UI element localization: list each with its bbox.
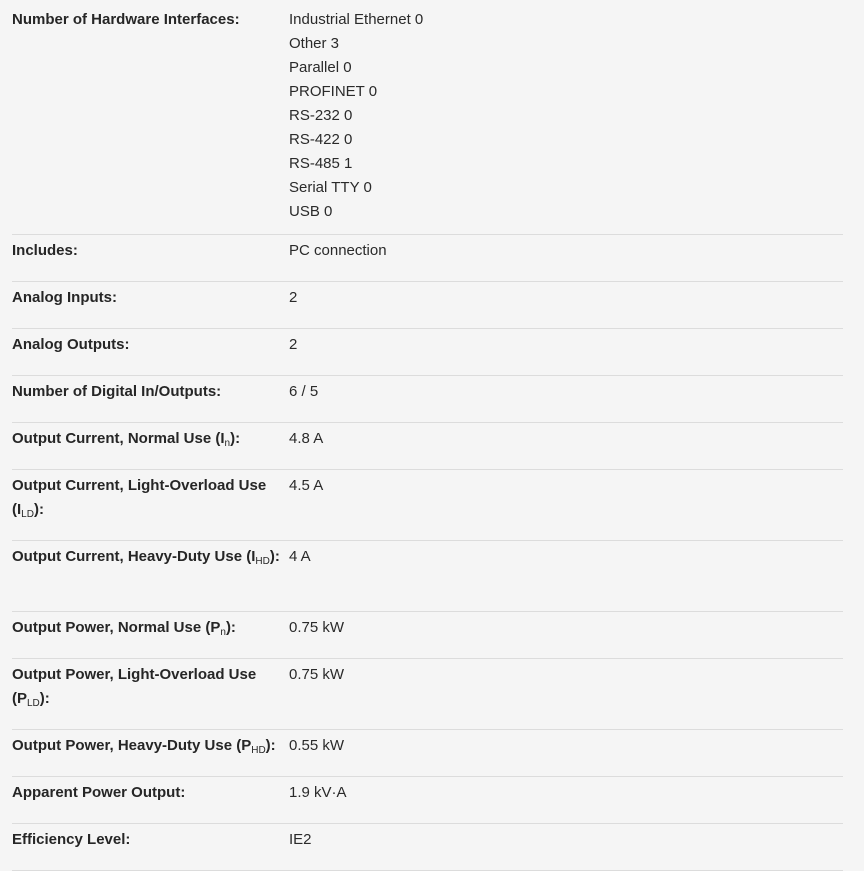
spec-value: PC connection	[289, 242, 387, 259]
spec-table	[12, 0, 843, 871]
label-text: Output Power, Heavy-Duty Use (P	[12, 737, 252, 754]
spec-value: 2	[289, 289, 298, 306]
spec-label: Apparent Power Output:	[12, 784, 186, 801]
spec-value: 0.75 kW	[289, 619, 345, 636]
spec-row-output-power-heavy	[12, 730, 843, 777]
label-subscript: n	[220, 627, 226, 638]
spec-label	[12, 545, 289, 574]
label-subscript: n	[224, 438, 231, 449]
label-suffix: ):	[33, 501, 44, 518]
interface-count-item: RS-232 0	[289, 107, 353, 124]
spec-row-output-current-light	[12, 470, 843, 541]
interface-count-item: Other 3	[289, 35, 340, 52]
spec-value: 0.55 kW	[289, 737, 345, 754]
spec-row-efficiency	[12, 824, 843, 871]
spec-row-apparent-power	[12, 777, 843, 824]
spec-row-analog-outputs	[12, 329, 843, 376]
spec-value: 4.5 A	[289, 477, 324, 494]
spec-value: 6 / 5	[289, 383, 319, 400]
spec-value: 4 A	[289, 548, 311, 565]
label-suffix: ):	[265, 737, 276, 754]
spec-label: Includes:	[12, 242, 78, 259]
spec-row-includes	[12, 235, 843, 282]
label-suffix: ):	[269, 548, 280, 565]
label-text: Output Power, Normal Use (P	[12, 619, 221, 636]
label-suffix: ):	[39, 690, 50, 707]
spec-value: 0.75 kW	[289, 666, 345, 683]
label-suffix: ):	[225, 619, 236, 636]
interface-count-item: Industrial Ethernet 0	[289, 11, 424, 28]
label-subscript: HD	[255, 556, 270, 567]
spec-value: 2	[289, 336, 298, 353]
interface-count-item: RS-422 0	[289, 131, 353, 148]
label-subscript: HD	[251, 745, 266, 756]
spec-row-output-current-heavy	[12, 541, 843, 612]
spec-label	[12, 427, 289, 456]
spec-label: Analog Outputs:	[12, 336, 130, 353]
interface-count-item: RS-485 1	[289, 155, 353, 172]
spec-row-analog-inputs	[12, 282, 843, 329]
interface-count-item: Parallel 0	[289, 59, 352, 76]
label-subscript: LD	[21, 509, 34, 520]
spec-value-list	[289, 8, 843, 224]
label-subscript: LD	[27, 698, 40, 709]
interface-count-item: Serial TTY 0	[289, 179, 372, 196]
spec-label	[12, 474, 289, 527]
label-text: Output Current, Normal Use (I	[12, 430, 225, 447]
spec-value: IE2	[289, 831, 312, 848]
spec-row-hardware-interfaces	[12, 4, 843, 235]
spec-label	[12, 734, 289, 763]
spec-label: Efficiency Level:	[12, 831, 131, 848]
spec-row-output-power-light	[12, 659, 843, 730]
label-text: Output Current, Heavy-Duty Use (I	[12, 548, 256, 565]
interface-count-item: PROFINET 0	[289, 83, 378, 100]
label-text: Output Power, Light-Overload Use (P	[12, 666, 257, 707]
spec-label: Number of Hardware Interfaces:	[12, 11, 240, 28]
spec-row-digital-io	[12, 376, 843, 423]
spec-label: Number of Digital In/Outputs:	[12, 383, 222, 400]
label-text: Output Current, Light-Overload Use (I	[12, 477, 267, 518]
spec-label	[12, 616, 289, 645]
spec-row-output-current-normal	[12, 423, 843, 470]
spec-label: Analog Inputs:	[12, 289, 117, 306]
spec-value: 4.8 A	[289, 430, 324, 447]
interface-count-item: USB 0	[289, 203, 333, 220]
spec-label	[12, 663, 289, 716]
spec-value: 1.9 kV·A	[289, 784, 347, 801]
label-suffix: ):	[230, 430, 241, 447]
spec-row-output-power-normal	[12, 612, 843, 659]
